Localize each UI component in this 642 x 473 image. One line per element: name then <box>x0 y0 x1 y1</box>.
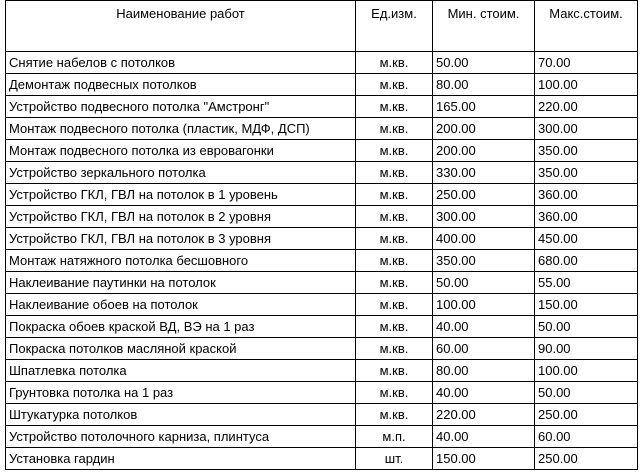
min-cost-cell: 40.00 <box>433 426 535 448</box>
min-cost-cell: 330.00 <box>433 162 535 184</box>
max-cost-cell: 360.00 <box>535 184 638 206</box>
table-row <box>6 360 638 382</box>
unit-cell: м.кв. <box>356 140 433 162</box>
table-row <box>6 140 638 162</box>
table-row <box>6 272 638 294</box>
unit-cell: м.кв. <box>356 52 433 74</box>
work-name-cell: Монтаж натяжного потолка бесшовного <box>6 250 356 272</box>
work-name-cell: Покраска потолков масляной краской <box>6 338 356 360</box>
table-row <box>6 206 638 228</box>
unit-cell: м.кв. <box>356 404 433 426</box>
min-cost-cell: 220.00 <box>433 404 535 426</box>
unit-cell: м.кв. <box>356 272 433 294</box>
work-name-cell: Грунтовка потолка на 1 раз <box>6 382 356 404</box>
table-header <box>6 1 638 52</box>
work-name-cell: Демонтаж подвесных потолков <box>6 74 356 96</box>
header-max-cost: Макс.стоим. <box>535 1 638 52</box>
max-cost-cell: 360.00 <box>535 206 638 228</box>
min-cost-cell: 60.00 <box>433 338 535 360</box>
min-cost-cell: 150.00 <box>433 448 535 470</box>
max-cost-cell: 150.00 <box>535 294 638 316</box>
table-row <box>6 294 638 316</box>
table-row <box>6 448 638 470</box>
unit-cell: шт. <box>356 448 433 470</box>
max-cost-cell: 100.00 <box>535 360 638 382</box>
min-cost-cell: 200.00 <box>433 118 535 140</box>
max-cost-cell: 100.00 <box>535 74 638 96</box>
max-cost-cell: 680.00 <box>535 250 638 272</box>
max-cost-cell: 350.00 <box>535 140 638 162</box>
max-cost-cell: 220.00 <box>535 96 638 118</box>
work-name-cell: Устройство ГКЛ, ГВЛ на потолок в 1 уровень <box>6 184 356 206</box>
max-cost-cell: 250.00 <box>535 448 638 470</box>
table-row <box>6 184 638 206</box>
table-body <box>6 52 638 470</box>
min-cost-cell: 40.00 <box>433 382 535 404</box>
min-cost-cell: 50.00 <box>433 272 535 294</box>
table-row <box>6 118 638 140</box>
unit-cell: м.кв. <box>356 294 433 316</box>
table-row <box>6 228 638 250</box>
work-name-cell: Устройство ГКЛ, ГВЛ на потолок в 2 уровня <box>6 206 356 228</box>
min-cost-cell: 350.00 <box>433 250 535 272</box>
price-table <box>5 0 638 470</box>
unit-cell: м.п. <box>356 426 433 448</box>
work-name-cell: Монтаж подвесного потолка из евровагонки <box>6 140 356 162</box>
work-name-cell: Наклеивание паутинки на потолок <box>6 272 356 294</box>
max-cost-cell: 50.00 <box>535 316 638 338</box>
unit-cell: м.кв. <box>356 96 433 118</box>
max-cost-cell: 350.00 <box>535 162 638 184</box>
unit-cell: м.кв. <box>356 338 433 360</box>
min-cost-cell: 300.00 <box>433 206 535 228</box>
work-name-cell: Снятие набелов с потолков <box>6 52 356 74</box>
unit-cell: м.кв. <box>356 206 433 228</box>
min-cost-cell: 250.00 <box>433 184 535 206</box>
min-cost-cell: 165.00 <box>433 96 535 118</box>
table-row <box>6 404 638 426</box>
header-min-cost: Мин. стоим. <box>433 1 535 52</box>
max-cost-cell: 55.00 <box>535 272 638 294</box>
unit-cell: м.кв. <box>356 184 433 206</box>
unit-cell: м.кв. <box>356 360 433 382</box>
max-cost-cell: 60.00 <box>535 426 638 448</box>
min-cost-cell: 400.00 <box>433 228 535 250</box>
work-name-cell: Устройство зеркального потолка <box>6 162 356 184</box>
table-row <box>6 338 638 360</box>
work-name-cell: Устройство потолочного карниза, плинтуса <box>6 426 356 448</box>
work-name-cell: Устройство подвесного потолка "Амстронг" <box>6 96 356 118</box>
work-name-cell: Установка гардин <box>6 448 356 470</box>
table-row <box>6 96 638 118</box>
unit-cell: м.кв. <box>356 162 433 184</box>
min-cost-cell: 80.00 <box>433 74 535 96</box>
work-name-cell: Устройство ГКЛ, ГВЛ на потолок в 3 уровня <box>6 228 356 250</box>
table-row <box>6 162 638 184</box>
table-row <box>6 426 638 448</box>
max-cost-cell: 50.00 <box>535 382 638 404</box>
table-row <box>6 74 638 96</box>
header-row <box>6 1 638 52</box>
min-cost-cell: 50.00 <box>433 52 535 74</box>
work-name-cell: Шпатлевка потолка <box>6 360 356 382</box>
min-cost-cell: 40.00 <box>433 316 535 338</box>
min-cost-cell: 80.00 <box>433 360 535 382</box>
work-name-cell: Покраска обоев краской ВД, ВЭ на 1 раз <box>6 316 356 338</box>
unit-cell: м.кв. <box>356 316 433 338</box>
unit-cell: м.кв. <box>356 228 433 250</box>
table-row <box>6 250 638 272</box>
work-name-cell: Монтаж подвесного потолка (пластик, МДФ, ДСП) <box>6 118 356 140</box>
min-cost-cell: 200.00 <box>433 140 535 162</box>
table-row <box>6 382 638 404</box>
max-cost-cell: 90.00 <box>535 338 638 360</box>
max-cost-cell: 300.00 <box>535 118 638 140</box>
work-name-cell: Наклеивание обоев на потолок <box>6 294 356 316</box>
header-name: Наименование работ <box>6 1 356 52</box>
max-cost-cell: 70.00 <box>535 52 638 74</box>
work-name-cell: Штукатурка потолков <box>6 404 356 426</box>
table-row <box>6 52 638 74</box>
unit-cell: м.кв. <box>356 118 433 140</box>
table-row <box>6 316 638 338</box>
header-unit: Ед.изм. <box>356 1 433 52</box>
unit-cell: м.кв. <box>356 382 433 404</box>
max-cost-cell: 250.00 <box>535 404 638 426</box>
min-cost-cell: 100.00 <box>433 294 535 316</box>
max-cost-cell: 450.00 <box>535 228 638 250</box>
unit-cell: м.кв. <box>356 74 433 96</box>
unit-cell: м.кв. <box>356 250 433 272</box>
